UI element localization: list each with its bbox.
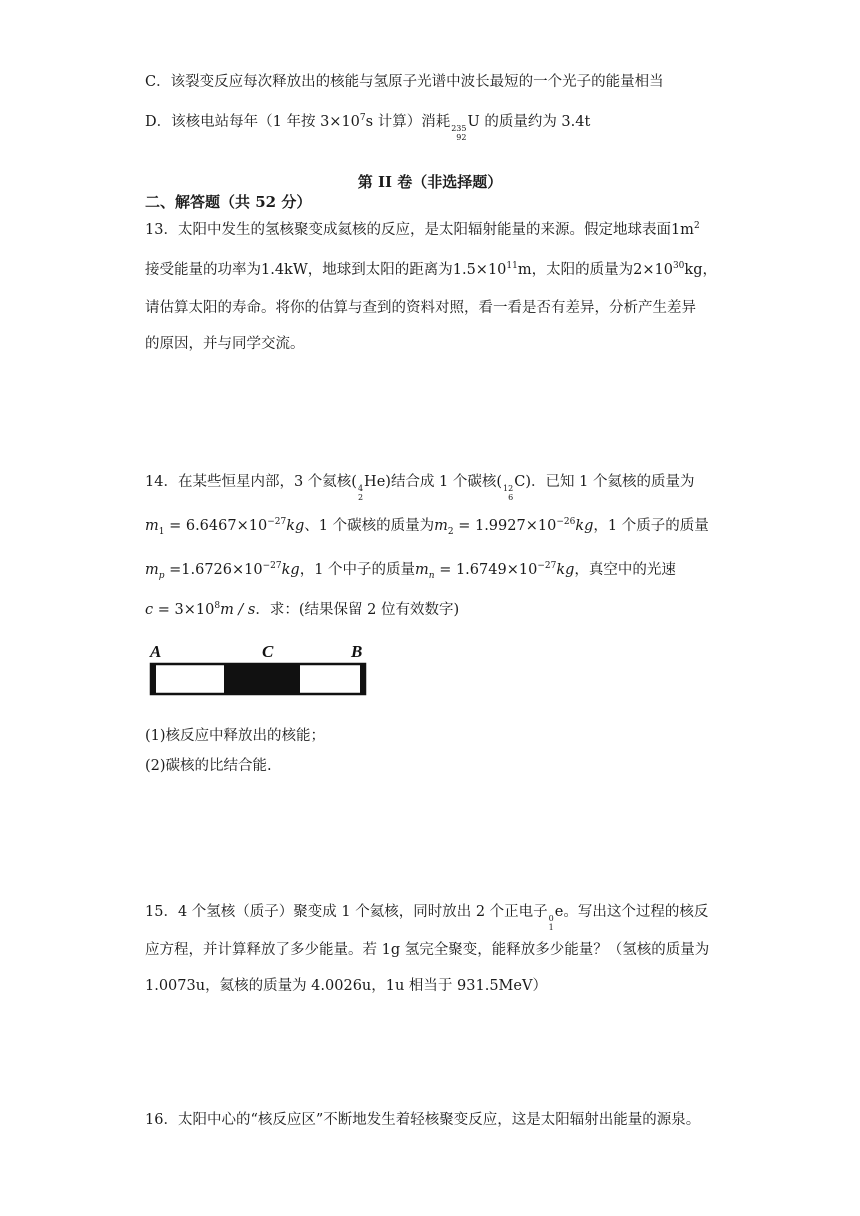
- q14-line-4: $c = 3\times 10^8m / s$．求：(结果保留 2 位有效数字): [145, 601, 460, 618]
- label-a: A: [150, 642, 162, 661]
- positron-notation: 0 1: [548, 914, 554, 932]
- q13-line-4: 的原因，并与同学交流。: [145, 336, 305, 352]
- q14-line-3: $m_p =1.6726\times 10^{-27}kg$，1 个中子的质量$m_n = 1.6749\times 10^{-27}kg$，真空中的光速: [145, 561, 676, 581]
- uranium-isotope-notation: 235 92: [451, 124, 467, 142]
- option-c: C．该裂变反应每次释放出的核能与氢原子光谱中波长最短的一个光子的能量相当: [145, 74, 664, 90]
- q14-line-2: $m_1 = 6.6467\times 10^{-27}kg$、1 个碳核的质量为$m_2 = 1.9927\times 10^{-26}kg$，1 个质子的质量: [145, 517, 709, 537]
- q15-line-3: 1.0073u，氦核的质量为 4.0026u，1u 相当于 931.5MeV）: [145, 978, 547, 994]
- acb-bar-diagram: [148, 640, 370, 700]
- carbon-isotope-notation: 12 6: [503, 484, 514, 502]
- q15-line-1: 15．4 个氢核（质子）聚变成 1 个氦核，同时放出 2 个正电子 0 1 e。写出这个过程的核反: [145, 904, 709, 932]
- label-c: C: [262, 642, 274, 661]
- section-title: 第 II 卷（非选择题）: [357, 173, 503, 191]
- bar-dark-section: [224, 664, 300, 694]
- option-d: D．该核电站每年（1 年按 $3\times 10^7s$ 计算）消耗 235 92 U 的质量约为 3.4t: [145, 113, 591, 142]
- q14-sub-1: (1)核反应中释放出的核能；: [145, 728, 326, 744]
- label-b: B: [351, 642, 363, 661]
- helium-isotope-notation: 4 2: [357, 484, 364, 502]
- q16-line-1: 16．太阳中心的“核反应区”不断地发生着轻核聚变反应，这是太阳辐射出能量的源泉。: [145, 1112, 701, 1128]
- q14-sub-2: (2)碳核的比结合能.: [145, 758, 272, 774]
- q15-line-2: 应方程，并计算释放了多少能量。若 1g 氢完全聚变，能释放多少能量？（氢核的质量为: [145, 942, 710, 958]
- q14-line-1: 14．在某些恒星内部，3 个氦核( 4 2 He)结合成 1 个碳核( 12 6 C)．已知 1 个氦核的质量为: [145, 474, 695, 502]
- q13-line-2: 接受能量的功率为1.4kW，地球到太阳的距离为$1.5\times 10^{11}m$，太阳的质量为$2\times 10^{30}kg$，: [145, 261, 717, 278]
- bar-end-right: [360, 664, 365, 694]
- q13-line-1: 13．太阳中发生的氢核聚变成氦核的反应，是太阳辐射能量的来源。假定地球表面$1m^2$: [145, 221, 700, 238]
- part-heading: 二、解答题（共 52 分）: [145, 193, 312, 211]
- q13-line-3: 请估算太阳的寿命。将你的估算与查到的资料对照，看一看是否有差异，分析产生差异: [145, 300, 696, 316]
- bar-end-left: [151, 664, 156, 694]
